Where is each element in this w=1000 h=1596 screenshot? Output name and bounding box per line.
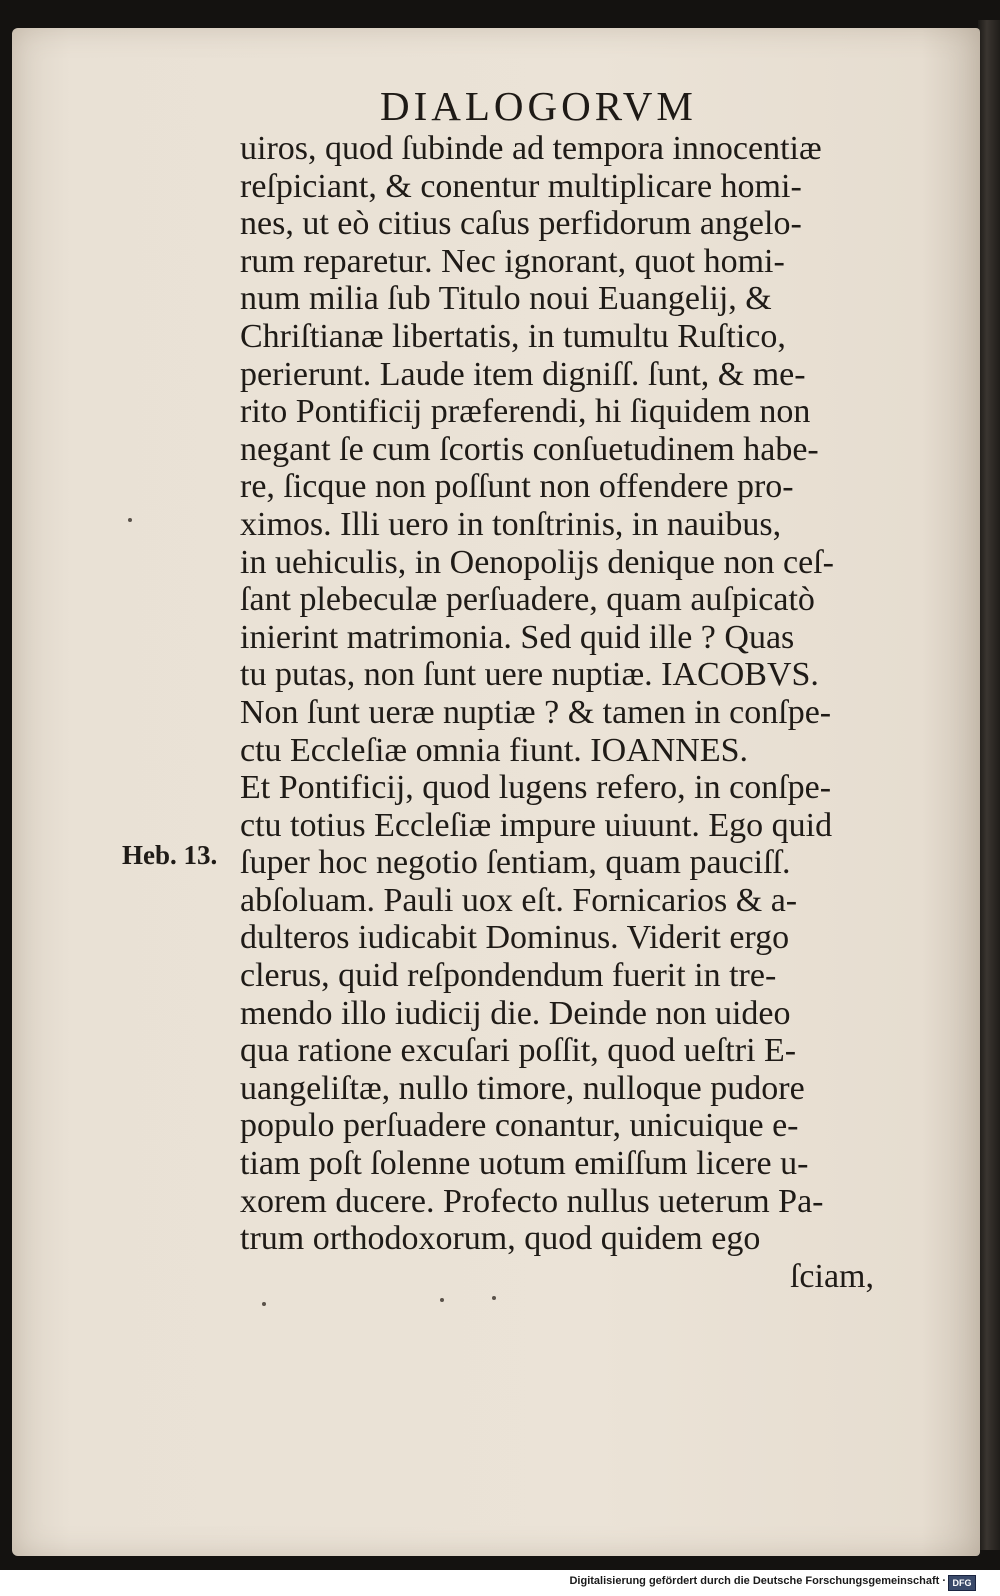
text-line: clerus, quid reſpondendum fuerit in tre-: [240, 957, 777, 995]
text-line: dulteros iudicabit Dominus. Viderit ergo: [240, 919, 790, 957]
text-line: ſant plebeculæ perſuadere, quam auſpicatò: [240, 581, 815, 619]
text-line: qua ratione excuſari poſſit, quod ueſtri E-: [240, 1032, 797, 1070]
text-line: reſpiciant, & conentur multiplicare homi-: [240, 167, 802, 205]
text-line: negant ſe cum ſcortis conſuetudinem habe-: [240, 430, 819, 468]
text-line: ſuper hoc negotio ſentiam, quam pauciſſ.: [240, 844, 791, 882]
text-line: nes, ut eò citius caſus perfidorum angelo-: [240, 205, 802, 243]
page-edge: [978, 20, 1000, 1550]
text-line: tiam poſt ſolenne uotum emiſſum licere u-: [240, 1145, 809, 1183]
text-line: uangeliſtæ, nullo timore, nulloque pudore: [240, 1069, 805, 1107]
text-line: re, ſicque non poſſunt non offendere pro-: [240, 468, 794, 506]
text-line: xorem ducere. Profecto nullus ueterum Pa-: [240, 1182, 824, 1220]
paper-speck: [492, 1296, 496, 1300]
dfg-logo: DFG: [948, 1575, 976, 1591]
running-head: DIALOGORVM: [380, 83, 697, 129]
text-line: uiros, quod ſubinde ad tempora innocentiæ: [240, 130, 822, 167]
text-line: num milia ſub Titulo noui Euangelij, &: [240, 280, 772, 318]
text-line: ctu Eccleſiæ omnia fiunt. IOANNES.: [240, 731, 749, 769]
text-line: Non ſunt ueræ nuptiæ ? & tamen in conſpe-: [240, 693, 832, 731]
footer-credit: Digitalisierung gefördert durch die Deutsche Forschungsgemeinschaft ·: [569, 1575, 946, 1587]
body-text: [240, 130, 940, 1295]
paper-speck: [262, 1302, 266, 1306]
text-line: abſoluam. Pauli uox eſt. Fornicarios & a-: [240, 881, 798, 919]
text-line: trum orthodoxorum, quod quidem ego: [240, 1220, 761, 1258]
text-line: in uehiculis, in Oenopolijs denique non ceſ-: [240, 543, 834, 581]
text-line: perierunt. Laude item digniſſ. ſunt, & me-: [240, 355, 806, 393]
text-line: tu putas, non ſunt uere nuptiæ. IACOBVS.: [240, 656, 819, 694]
text-line: Et Pontificij, quod lugens refero, in conſpe-: [240, 769, 832, 807]
paper-speck: [440, 1298, 444, 1302]
text-line: rum reparetur. Nec ignorant, quot homi-: [240, 242, 785, 280]
text-line: populo perſuadere conantur, unicuique e-: [240, 1107, 799, 1145]
text-line: rito Pontificij præferendi, hi ſiquidem non: [240, 393, 811, 431]
text-line: mendo illo iudicij die. Deinde non uideo: [240, 994, 791, 1032]
text-line: Chriſtianæ libertatis, in tumultu Ruſtico,: [240, 317, 786, 355]
text-line: inierint matrimonia. Sed quid ille ? Quas: [240, 618, 795, 656]
margin-note: Heb. 13.: [122, 840, 218, 870]
paper-speck: [128, 518, 132, 522]
digitization-footer: [0, 1570, 1000, 1596]
text-line: ctu totius Eccleſiæ impure uiuunt. Ego quid: [240, 806, 833, 844]
catchword: ſciam,: [789, 1257, 874, 1295]
text-line: ximos. Illi uero in tonſtrinis, in nauibus,: [240, 505, 782, 543]
